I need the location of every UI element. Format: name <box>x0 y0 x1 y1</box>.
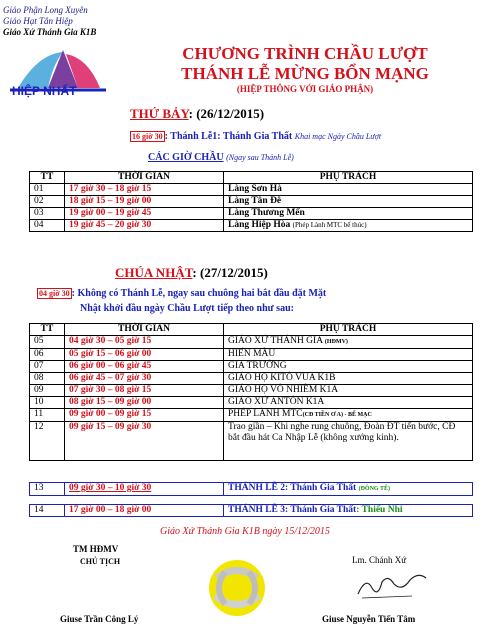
row-who: PHÉP LÀNH MTC(CĐ TIỀN Ơ A) - BẾ MẠC <box>224 409 473 422</box>
mass3-row <box>29 504 473 517</box>
row-time: 19 giờ 45 – 20 giờ 30 <box>65 220 224 232</box>
table-row <box>30 397 473 409</box>
col-tt: TT <box>30 324 65 336</box>
row-who: GIÁO HỌ VÔ NHIỄM K1A <box>224 385 473 397</box>
row-tt: 13 <box>30 483 65 496</box>
right-signatory: Giuse Nguyễn Tiến Tâm <box>322 614 416 624</box>
left-role: TM HĐMV <box>73 544 119 554</box>
row-time: 18 giờ 15 – 19 giờ 00 <box>65 196 224 208</box>
row-who: GIÁO XỨ ANTÔN K1A <box>224 397 473 409</box>
row-tt: 03 <box>30 208 65 220</box>
row-time: 17 giờ 00 – 18 giờ 00 <box>65 505 224 517</box>
row-who: GIA TRƯỞNG <box>224 361 473 373</box>
row-time: 08 giờ 15 – 09 giờ 00 <box>65 397 224 409</box>
parish-label: Giáo Xứ Thánh Gia K1B <box>3 27 97 37</box>
sunday-intro-line2: Nhật khởi đầu ngày Chầu Lượt tiếp theo như sau: <box>80 303 294 314</box>
table-row <box>30 361 473 373</box>
col-responsible: PHỤ TRÁCH <box>224 172 473 184</box>
row-time: 17 giờ 30 – 18 giờ 15 <box>65 184 224 196</box>
row-time: 06 giờ 45 – 07 giờ 30 <box>65 373 224 385</box>
row-who: HIẾN MẪU <box>224 349 473 361</box>
row-who: Trao giần – Khi nghe rung chuông, Đoàn ĐT tiến bước, CĐ bắt đầu hát Ca Nhập Lễ (không xướng kinh). <box>224 422 473 461</box>
unity-emblem <box>207 558 267 618</box>
table-header-row <box>30 172 473 184</box>
table-row <box>30 336 473 349</box>
row-who: Làng Tân Đê <box>224 196 473 208</box>
table-row <box>30 483 473 496</box>
place-date: Giáo Xứ Thánh Gia K1B ngày 15/12/2015 <box>160 526 330 537</box>
signature-graphic <box>352 570 432 600</box>
table-row <box>30 184 473 196</box>
table-row <box>30 349 473 361</box>
saturday-mass-line: 16 giờ 30 : Thánh Lễ1: Thánh Gia Thất Khai mạc Ngày Chầu Lượt <box>132 131 382 142</box>
hands-circle-icon <box>207 558 267 618</box>
row-tt: 12 <box>30 422 65 461</box>
mass-time-badge: 16 giờ 30 <box>132 132 163 141</box>
row-who: Làng Hiệp Hòa (Phép Lành MTC bế thúc) <box>224 220 473 232</box>
row-tt: 09 <box>30 385 65 397</box>
col-time: THỜI GIAN <box>65 324 224 336</box>
row-time: 09 giờ 15 – 09 giờ 30 <box>65 422 224 461</box>
table-row <box>30 220 473 232</box>
left-role2: CHỦ TỊCH <box>80 557 121 566</box>
col-time: THỜI GIAN <box>65 172 224 184</box>
table-row <box>30 208 473 220</box>
row-tt: 04 <box>30 220 65 232</box>
logo-text: HIỆP NHẤT <box>12 84 77 98</box>
row-who: THÁNH LỄ 2: Thánh Gia Thất (ĐÔNG TẾ) <box>224 483 473 496</box>
diocese-label: Giáo Phận Long Xuyên <box>3 5 88 15</box>
row-who: GIÁO XỨ THÁNH GIA (HĐMV) <box>224 336 473 349</box>
row-time: 09 giờ 30 – 10 giờ 30 <box>65 483 224 496</box>
row-who: Làng Thương Mến <box>224 208 473 220</box>
table-row <box>30 422 473 461</box>
row-tt: 14 <box>30 505 65 517</box>
sunday-intro-line1: 04 giờ 30 : Không có Thánh Lễ, ngay sau chuông hai bắt đầu đặt Mặt <box>39 288 327 299</box>
table-row <box>30 505 473 517</box>
right-role: Lm. Chánh Xứ <box>352 555 407 565</box>
row-tt: 02 <box>30 196 65 208</box>
row-time: 05 giờ 15 – 06 giờ 00 <box>65 349 224 361</box>
row-time: 07 giờ 30 – 08 giờ 15 <box>65 385 224 397</box>
row-time: 06 giờ 00 – 06 giờ 45 <box>65 361 224 373</box>
row-tt: 08 <box>30 373 65 385</box>
sunday-heading: CHÚA NHẬT: (27/12/2015) <box>115 265 268 280</box>
saturday-table <box>29 171 473 232</box>
deanery-label: Giáo Hạt Tân Hiệp <box>3 16 73 26</box>
left-signatory: Giuse Trần Công Lý <box>60 614 139 624</box>
table-row <box>30 409 473 422</box>
title-line2: THÁNH LỄ MỪNG BỔN MẠNG <box>181 64 429 83</box>
sunday-table <box>29 323 473 461</box>
intro-time-badge: 04 giờ 30 <box>39 289 70 298</box>
saturday-heading: THỨ BẢY: (26/12/2015) <box>130 106 265 121</box>
hiep-nhat-logo <box>8 44 108 104</box>
table-row <box>30 373 473 385</box>
col-responsible: PHỤ TRÁCH <box>224 324 473 336</box>
row-tt: 01 <box>30 184 65 196</box>
row-who: GIÁO HỌ KITÔ VUA K1B <box>224 373 473 385</box>
subtitle: (HIỆP THÔNG VỚI GIÁO PHẬN) <box>236 84 374 94</box>
title-line1: CHƯƠNG TRÌNH CHẦU LƯỢT <box>182 44 428 63</box>
col-tt: TT <box>30 172 65 184</box>
row-time: 04 giờ 30 – 05 giờ 15 <box>65 336 224 349</box>
row-tt: 11 <box>30 409 65 422</box>
row-time: 19 giờ 00 – 19 giờ 45 <box>65 208 224 220</box>
table-header-row <box>30 324 473 336</box>
adoration-hours-label: CÁC GIỜ CHẦU (Ngay sau Thánh Lễ) <box>148 152 294 163</box>
row-who: THÁNH LỄ 3: Thánh Gia Thất: Thiếu Nhi <box>224 505 473 517</box>
row-tt: 05 <box>30 336 65 349</box>
table-row <box>30 385 473 397</box>
row-who: Làng Sơn Hà <box>224 184 473 196</box>
signature <box>352 570 432 600</box>
mass2-row <box>29 482 473 496</box>
row-tt: 06 <box>30 349 65 361</box>
row-tt: 07 <box>30 361 65 373</box>
row-tt: 10 <box>30 397 65 409</box>
table-row <box>30 196 473 208</box>
row-time: 09 giờ 00 – 09 giờ 15 <box>65 409 224 422</box>
